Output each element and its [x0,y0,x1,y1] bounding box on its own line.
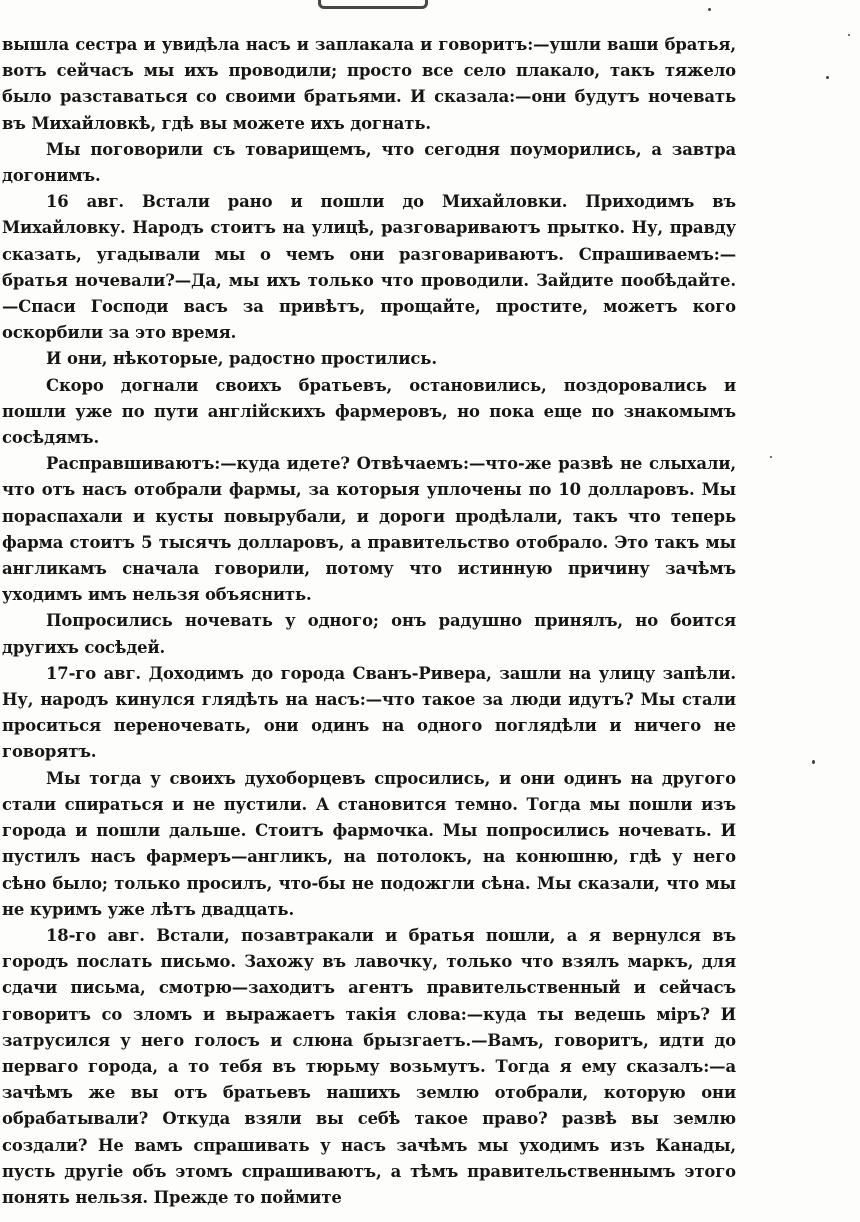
print-speck [848,34,850,36]
paragraph: 16 авг. Встали рано и пошли до Михайловки. Приходимъ въ Михайловку. Народъ стоитъ на улицѣ, разговариваютъ прытко. Ну, правду сказать, угадывали мы о чемъ они разговариваютъ. Спрашиваемъ:—братья ночевали?—Да, мы ихъ только что проводили. Зайдите пообѣдайте.—Спаси Господи васъ за привѣтъ, прощайте, простите, можетъ кого оскорбили за это время. [2,192,736,343]
paragraph: Мы тогда у своихъ духоборцевъ спросились, и они одинъ на другого стали спираться и не пустили. А становится темно. Тогда мы пошли изъ города и пошли дальше. Стоитъ фармочка. Мы попросились ночевать. И пустилъ насъ фармеръ—англикъ, на потолокъ, на конюшню, гдѣ у него сѣно было; только просилъ, что-бы не подожгли сѣна. Мы сказали, что мы не куримъ уже лѣтъ двадцать. [2,768,736,919]
paragraph: Скоро догнали своихъ братьевъ, остановились, поздоровались и пошли уже по пути англiйскихъ фармеровъ, но пока еще по знакомымъ сосѣдямъ. [2,375,736,448]
paragraph: 17-го авг. Доходимъ до города Сванъ-Ривера, зашли на улицу запѣли. Ну, народъ кинулся глядѣть на насъ:—что такое за люди идутъ? Мы стали проситься переночевать, они одинъ на одного поглядѣли и ничего не говорятъ. [2,663,736,762]
print-speck [770,456,772,458]
paragraph: 18-го авг. Встали, позавтракали и братья пошли, а я вернулся въ городъ послать письмо. Захожу въ лавочку, только что взялъ маркъ, для сдачи письма, смотрю—заходитъ агентъ правительственный и сейчасъ говоритъ со зломъ и выражаетъ такiя слова:—куда ты ведешь мiръ? И затрусился у него голосъ и слюна брызгаетъ.—Вамъ, говоритъ, идти до перваго города, а то тебя въ тюрьму возьмутъ. Тогда я ему сказалъ:—а зачѣмъ же вы отъ братьевъ нашихъ землю отобрали, которую они обрабатывали? Откуда взяли вы себѣ такое право? развѣ вы землю создали? Не вамъ спрашивать у насъ зачѣмъ мы уходимъ изъ Канады, пусть другiе объ этомъ спрашиваютъ, а тѣмъ правительственнымъ этого понять нельзя. Прежде то поймите [2,925,736,1207]
page-header-ornament [318,0,428,9]
print-speck [826,76,829,79]
paragraph: Попросились ночевать у одного; онъ радушно принялъ, но боится другихъ сосѣдей. [2,611,736,657]
paragraph: Расправшиваютъ:—куда идете? Отвѣчаемъ:—что-же развѣ не слыхали, что отъ насъ отобрали фармы, за которыя уплочены по 10 долларовъ. Мы пораспахали и кусты повырубали, и дороги продѣлали, такъ что теперь фарма стоитъ 5 тысячъ долларовъ, а правительство отобрало. Это такъ мы англикамъ сначала говорили, потому что истинную причину зачѣмъ уходимъ имъ нельзя объяснить. [2,454,736,605]
print-speck [708,8,711,11]
document-text [2,32,736,1211]
paragraph: И они, нѣкоторые, радостно простились. [46,349,437,369]
paragraph: Мы поговорили съ товарищемъ, что сегодня поуморились, а завтра догонимъ. [2,139,736,186]
print-speck [812,760,815,764]
paragraph: вышла сестра и увидѣла насъ и заплакала и говоритъ:—ушли ваши братья, вотъ сейчасъ мы ихъ проводили; просто все село плакало, такъ тяжело было разставаться со своими братьями. И сказала:—они будутъ ночевать въ Михайловкѣ, гдѣ вы можете ихъ догнать. [2,35,736,133]
